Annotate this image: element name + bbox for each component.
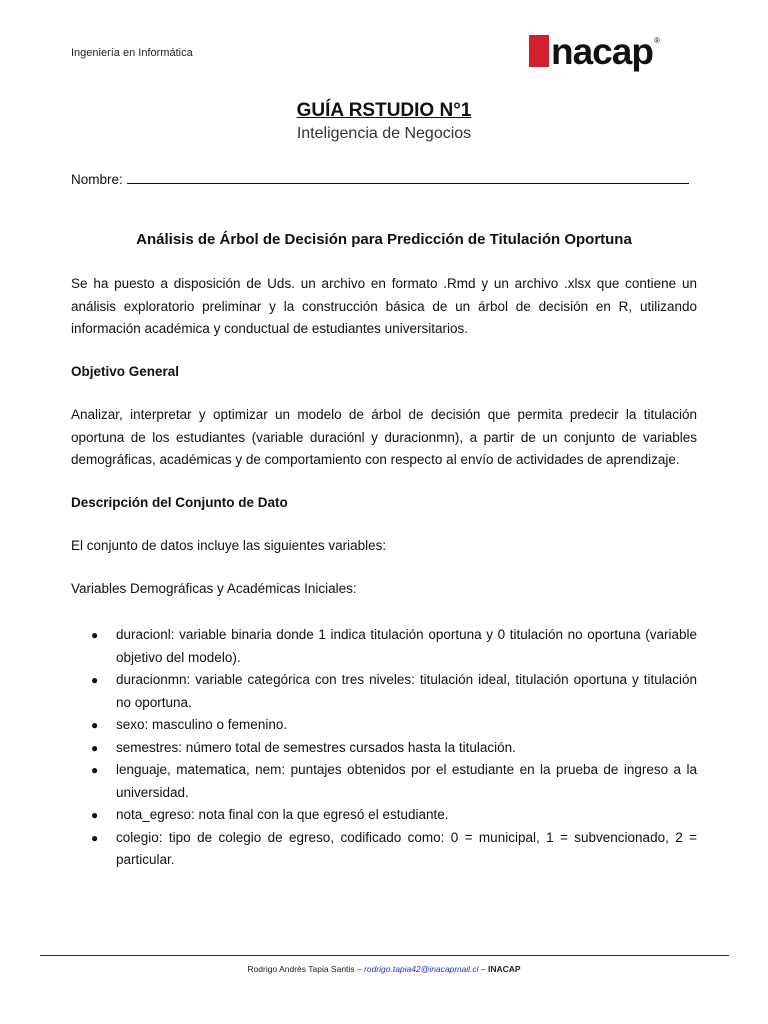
objective-paragraph: Analizar, interpretar y optimizar un modelo de árbol de decisión que permita predecir la titulación oportuna de los estudiantes (variable duraciónl y duracionmn), a partir de un conjunto de variables demográficas, académicas y de comportamiento con respecto al envío de actividades de aprendizaje.: [71, 407, 697, 467]
logo-registered-mark: ®: [653, 36, 660, 45]
dataset-intro: El conjunto de datos incluye las siguientes variables:: [71, 538, 387, 553]
list-item: ● nota_egreso: nota final con la que egresó el estudiante.: [71, 804, 697, 827]
list-item: ● lenguaje, matematica, nem: puntajes obtenidos por el estudiante en la prueba de ingreso a la universidad.: [71, 759, 697, 804]
objective-heading: Objetivo General: [71, 364, 180, 379]
name-blank-line: [127, 171, 689, 184]
logo-text: nacap: [551, 30, 653, 72]
dataset-heading: Descripción del Conjunto de Dato: [71, 495, 288, 510]
list-item: ● semestres: número total de semestres cursados hasta la titulación.: [71, 737, 697, 760]
bullet-icon: ●: [91, 673, 99, 687]
page-footer: [0, 964, 768, 974]
dataset-subheading: Variables Demográficas y Académicas Iniciales:: [71, 581, 357, 596]
bullet-icon: ●: [91, 808, 99, 822]
bullet-icon: ●: [91, 740, 99, 755]
footer-email-link[interactable]: rodrigo.tapia42@inacapmail.cl: [364, 964, 479, 974]
bullet-icon: ●: [91, 830, 99, 845]
footer-divider: [40, 955, 729, 956]
section-title: Análisis de Árbol de Decisión para Predicción de Titulación Oportuna: [136, 231, 632, 248]
footer-author: Rodrigo Andrés Tapia Santis –: [247, 964, 362, 974]
department-label: Ingeniería en Informática: [71, 47, 193, 59]
page-title: GUÍA RSTUDIO N°1: [296, 100, 472, 121]
list-item: ● colegio: tipo de colegio de egreso, codificado como: 0 = municipal, 1 = subvencionado, 2 = particular.: [71, 827, 697, 872]
name-label: Nombre:: [71, 172, 123, 187]
list-item: ● sexo: masculino o femenino.: [71, 714, 697, 737]
bullet-icon: ●: [91, 718, 99, 732]
list-item: ● duracionmn: variable categórica con tres niveles: titulación ideal, titulación oportuna y titulación no oportuna.: [71, 669, 697, 714]
footer-org: INACAP: [487, 964, 521, 974]
footer-separator: –: [480, 964, 486, 974]
list-item: ● duracionl: variable binaria donde 1 indica titulación oportuna y 0 titulación no oportuna (variable objetivo del modelo).: [71, 624, 697, 669]
logo-mark-icon: [529, 35, 549, 67]
bullet-icon: ●: [91, 628, 99, 642]
page-subtitle: Inteligencia de Negocios: [296, 125, 472, 142]
bullet-icon: ●: [91, 763, 99, 777]
inacap-logo: [529, 30, 689, 72]
name-field: [71, 171, 689, 187]
variables-list: [71, 624, 697, 872]
intro-paragraph: Se ha puesto a disposición de Uds. un archivo en formato .Rmd y un archivo .xlsx que contiene un análisis exploratorio preliminar y la construcción básica de un árbol de decisión en R, utilizando información académica y conductual de estudiantes universitarios.: [71, 276, 697, 336]
